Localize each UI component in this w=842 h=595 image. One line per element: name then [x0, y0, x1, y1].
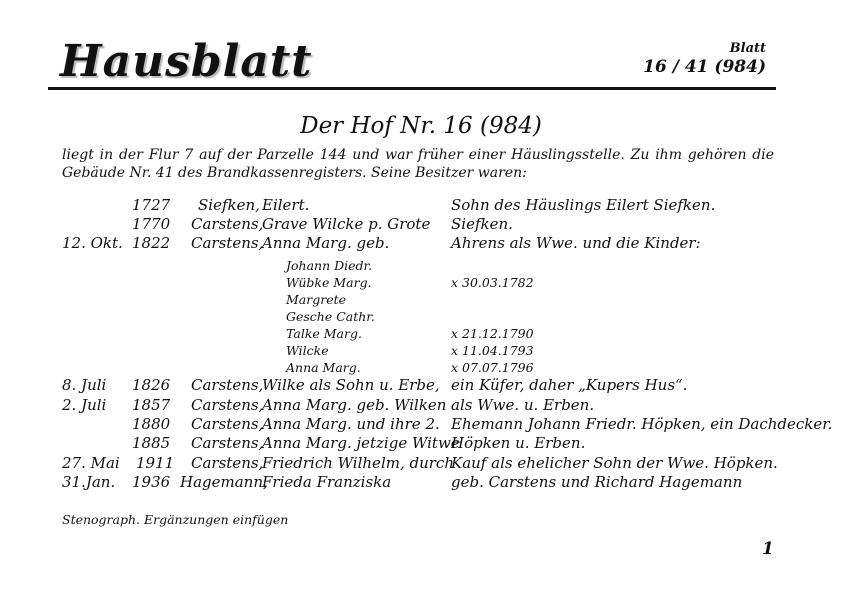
owner-note: Sohn des Häuslings Eilert Siefken.: [451, 196, 716, 214]
owner-surname: Hagemann,: [180, 473, 268, 491]
header-rule: [48, 87, 776, 90]
owner-date: 27. Mai: [62, 454, 120, 472]
child-born: x 30.03.1782: [451, 275, 534, 290]
owner-name: Anna Marg. geb. Wilken: [262, 396, 447, 414]
owner-surname: Carstens,: [191, 234, 264, 252]
child-name: Wilcke: [286, 343, 329, 358]
owner-surname: Carstens,: [191, 215, 264, 233]
intro-paragraph: liegt in der Flur 7 auf der Parzelle 144 und war früher einer Häuslingsstelle. Zu ihm gehören die Gebäude Nr. 41 des Brandkassenregisters. Seine Besitzer waren:: [62, 147, 774, 181]
child-born: x 07.07.1796: [451, 360, 534, 375]
owner-note: Siefken.: [451, 215, 513, 233]
child-name: Gesche Cathr.: [286, 309, 375, 324]
sheet-label: Blatt: [729, 41, 766, 56]
owner-name: Frieda Franziska: [262, 473, 392, 491]
owner-surname: Carstens,: [191, 454, 264, 472]
child-name: Talke Marg.: [286, 326, 362, 341]
owner-surname: Carstens,: [191, 396, 264, 414]
owner-note: Kauf als ehelicher Sohn der Wwe. Höpken.: [451, 454, 778, 472]
owner-note: geb. Carstens und Richard Hagemann: [451, 473, 743, 491]
owner-name: Grave Wilcke p. Grote: [262, 215, 431, 233]
footnote: Stenograph. Ergänzungen einfügen: [62, 512, 289, 527]
child-born: x 11.04.1793: [451, 343, 534, 358]
owner-surname: Carstens,: [191, 376, 264, 394]
child-name: Anna Marg.: [286, 360, 361, 375]
owner-note: Ehemann Johann Friedr. Höpken, ein Dachdecker.: [451, 415, 833, 433]
child-born: x 21.12.1790: [451, 326, 534, 341]
owner-year: 1880: [132, 415, 171, 433]
child-name: Wübke Marg.: [286, 275, 372, 290]
brand-title: Hausblatt: [60, 36, 313, 87]
owner-name: Anna Marg. geb.: [262, 234, 390, 252]
sheet-reference: [643, 40, 766, 76]
owner-name: Friedrich Wilhelm, durch: [262, 454, 454, 472]
owner-name: Anna Marg. und ihre 2.: [262, 415, 440, 433]
owner-year: 1936: [132, 473, 171, 491]
sheet-number: 16 / 41 (984): [643, 57, 766, 77]
owner-date: 31.Jan.: [62, 473, 116, 491]
owner-surname: Siefken,: [198, 196, 260, 214]
owner-note: Ahrens als Wwe. und die Kinder:: [451, 234, 701, 252]
owner-note: Höpken u. Erben.: [451, 434, 586, 452]
owner-year: 1770: [132, 215, 171, 233]
owner-name: Wilke als Sohn u. Erbe,: [262, 376, 440, 394]
owner-note: ein Küfer, daher „Kupers Hus“.: [451, 376, 688, 394]
owner-note: als Wwe. u. Erben.: [451, 396, 595, 414]
owner-date: 2. Juli: [62, 396, 107, 414]
owner-year: 1727: [132, 196, 171, 214]
owner-year: 1826: [132, 376, 171, 394]
owner-surname: Carstens,: [191, 415, 264, 433]
owner-year: 1822: [132, 234, 171, 252]
page-number: 1: [762, 539, 774, 559]
owner-year: 1911: [136, 454, 175, 472]
owner-year: 1857: [132, 396, 171, 414]
page-title: Der Hof Nr. 16 (984): [300, 113, 542, 139]
owner-name: Anna Marg. jetzige Witwe: [262, 434, 460, 452]
owner-date: 8. Juli: [62, 376, 107, 394]
owner-name: Eilert.: [262, 196, 310, 214]
owner-surname: Carstens,: [191, 434, 264, 452]
owner-year: 1885: [132, 434, 171, 452]
owner-date: 12. Okt.: [62, 234, 123, 252]
child-name: Johann Diedr.: [286, 258, 373, 273]
child-name: Margrete: [286, 292, 347, 307]
